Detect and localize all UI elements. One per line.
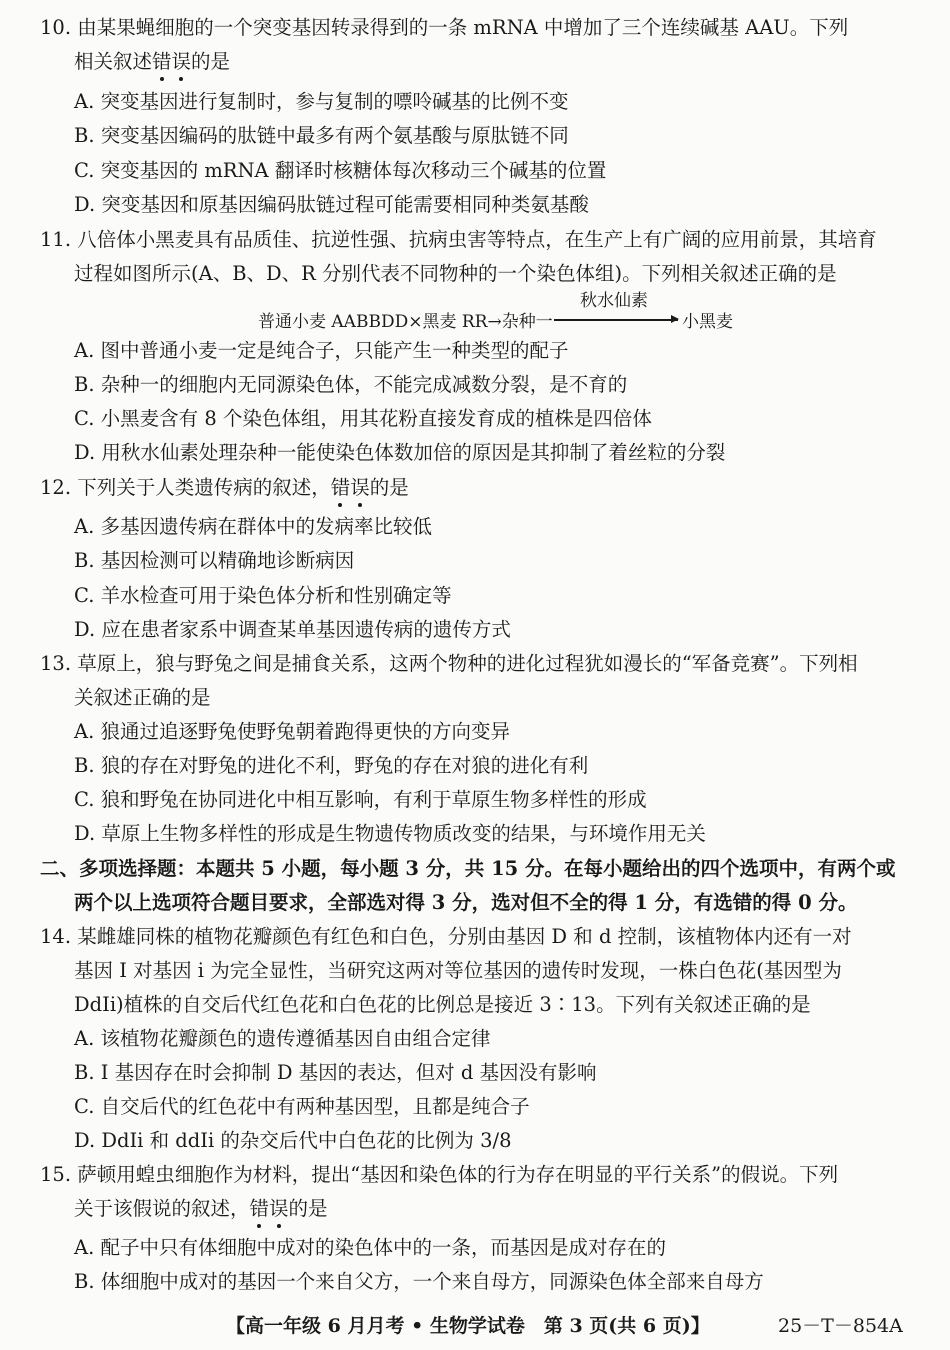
q15-stem-line1: 15. 萨顿用蝗虫细胞作为材料，提出“基因和染色体的行为存在明显的平行关系”的假说。下列 [40, 1163, 839, 1186]
q12-option-d: D. 应在患者家系中调查某单基因遗传病的遗传方式 [74, 618, 511, 641]
q10-stem-line1: 10. 由某果蝇细胞的一个突变基因转录得到的一条 mRNA 中增加了三个连续碱基 AAU。下列 [40, 16, 849, 39]
emphasis-char: 误 [172, 48, 192, 76]
breeding-process-diagram [258, 291, 858, 334]
q11-option-d: D. 用秋水仙素处理杂种一能使染色体数加倍的原因是其抑制了着丝粒的分裂 [74, 441, 726, 464]
q12-stem-line1 [40, 474, 950, 502]
section2-heading-line2: 两个以上选项符合题目要求，全部选对得 3 分，选对但不全的得 1 分，有选错的得 0 分。 [74, 891, 858, 914]
q15-emphasis-word [250, 1197, 289, 1220]
q14-stem-line1: 14. 某雌雄同株的植物花瓣颜色有红色和白色，分别由基因 D 和 d 控制，该植物体内还有一对 [40, 925, 852, 948]
q14-option-a: A. 该植物花瓣颜色的遗传遵循基因自由组合定律 [74, 1027, 491, 1050]
q15-stem-pre: 关于该假说的叙述， [74, 1197, 250, 1220]
q13-option-a: A. 狼通过追逐野兔使野兔朝着跑得更快的方向变异 [74, 720, 510, 743]
q12-emphasis-word [331, 476, 370, 499]
right-arrow-icon [554, 319, 678, 321]
q15-stem-line2 [74, 1195, 950, 1223]
q10-stem-line2 [74, 48, 950, 76]
emphasis-text [152, 50, 191, 73]
q14-stem-line3: DdIi)植株的自交后代红色花和白色花的比例总是接近 3∶13。下列有关叙述正确的是 [74, 993, 811, 1016]
q12-option-a: A. 多基因遗传病在群体中的发病率比较低 [74, 515, 432, 538]
footer-title: 【高一年级 6 月月考 • 生物学试卷 第 3 页(共 6 页)】 [226, 1315, 710, 1337]
q12-option-b: B. 基因检测可以精确地诊断病因 [74, 549, 355, 572]
q11-option-b: B. 杂种一的细胞内无同源染色体，不能完成减数分裂，是不育的 [74, 373, 628, 396]
formula-result: 小黑麦 [682, 312, 733, 332]
q12-stem-pre: 12. 下列关于人类遗传病的叙述， [40, 476, 331, 499]
q13-option-d: D. 草原上生物多样性的形成是生物遗传物质改变的结果，与环境作用无关 [74, 822, 706, 845]
emphasis-char: 错 [331, 474, 351, 502]
q10-emphasis-word [152, 50, 191, 73]
emphasis-char: 误 [269, 1195, 289, 1223]
q10-option-c: C. 突变基因的 mRNA 翻译时核糖体每次移动三个碱基的位置 [74, 159, 607, 182]
q10-stem-pre: 相关叙述 [74, 50, 153, 73]
q11-stem-line2: 过程如图所示(A、B、D、R 分别代表不同物种的一个染色体组)。下列相关叙述正确的是 [74, 262, 837, 285]
q12-option-c: C. 羊水检查可用于染色体分析和性别确定等 [74, 584, 452, 607]
q11-option-a: A. 图中普通小麦一定是纯合子，只能产生一种类型的配子 [74, 339, 569, 362]
footer-code: 25－T－854A [778, 1315, 903, 1337]
q12-stem-post: 的是 [369, 476, 409, 499]
q13-option-b: B. 狼的存在对野兔的进化不利，野兔的存在对狼的进化有利 [74, 754, 589, 777]
q10-option-d: D. 突变基因和原基因编码肽链过程可能需要相同种类氨基酸 [74, 193, 589, 216]
q10-option-a: A. 突变基因进行复制时，参与复制的嘌呤碱基的比例不变 [74, 90, 569, 113]
q10-stem-post: 的是 [191, 50, 231, 73]
q15-stem-post: 的是 [288, 1197, 328, 1220]
q14-option-d: D. DdIi 和 ddIi 的杂交后代中白色花的比例为 3/8 [74, 1129, 512, 1152]
section2-heading-line1: 二、多项选择题：本题共 5 小题，每小题 3 分，共 15 分。在每小题给出的四个选项中，有两个或 [40, 857, 896, 880]
q14-stem-line2: 基因 I 对基因 i 为完全显性，当研究这两对等位基因的遗传时发现，一株白色花(基因型为 [74, 959, 842, 982]
q14-option-c: C. 自交后代的红色花中有两种基因型，且都是纯合子 [74, 1095, 530, 1118]
q13-stem-line2: 关叙述正确的是 [74, 686, 211, 709]
emphasis-char: 误 [350, 474, 370, 502]
q14-option-b: B. I 基因存在时会抑制 D 基因的表达，但对 d 基因没有影响 [74, 1061, 597, 1084]
q15-option-a: A. 配子中只有体细胞中成对的染色体中的一条，而基因是成对存在的 [74, 1236, 666, 1259]
formula-cross: 普通小麦 AABBDD×黑麦 RR→杂种一 [258, 312, 553, 332]
emphasis-char: 错 [152, 48, 172, 76]
arrow-label: 秋水仙素 [580, 291, 648, 311]
q11-option-c: C. 小黑麦含有 8 个染色体组，用其花粉直接发育成的植株是四倍体 [74, 407, 652, 430]
q11-stem-line1: 11. 八倍体小黑麦具有品质佳、抗逆性强、抗病虫害等特点，在生产上有广阔的应用前景，其培育 [40, 228, 877, 251]
emphasis-char: 错 [250, 1195, 270, 1223]
q13-option-c: C. 狼和野兔在协同进化中相互影响，有利于草原生物多样性的形成 [74, 788, 647, 811]
q13-stem-line1: 13. 草原上，狼与野兔之间是捕食关系，这两个物种的进化过程犹如漫长的“军备竞赛”。下列相 [40, 652, 858, 675]
q15-option-b: B. 体细胞中成对的基因一个来自父方，一个来自母方，同源染色体全部来自母方 [74, 1270, 764, 1293]
q10-option-b: B. 突变基因编码的肽链中最多有两个氨基酸与原肽链不同 [74, 124, 569, 147]
